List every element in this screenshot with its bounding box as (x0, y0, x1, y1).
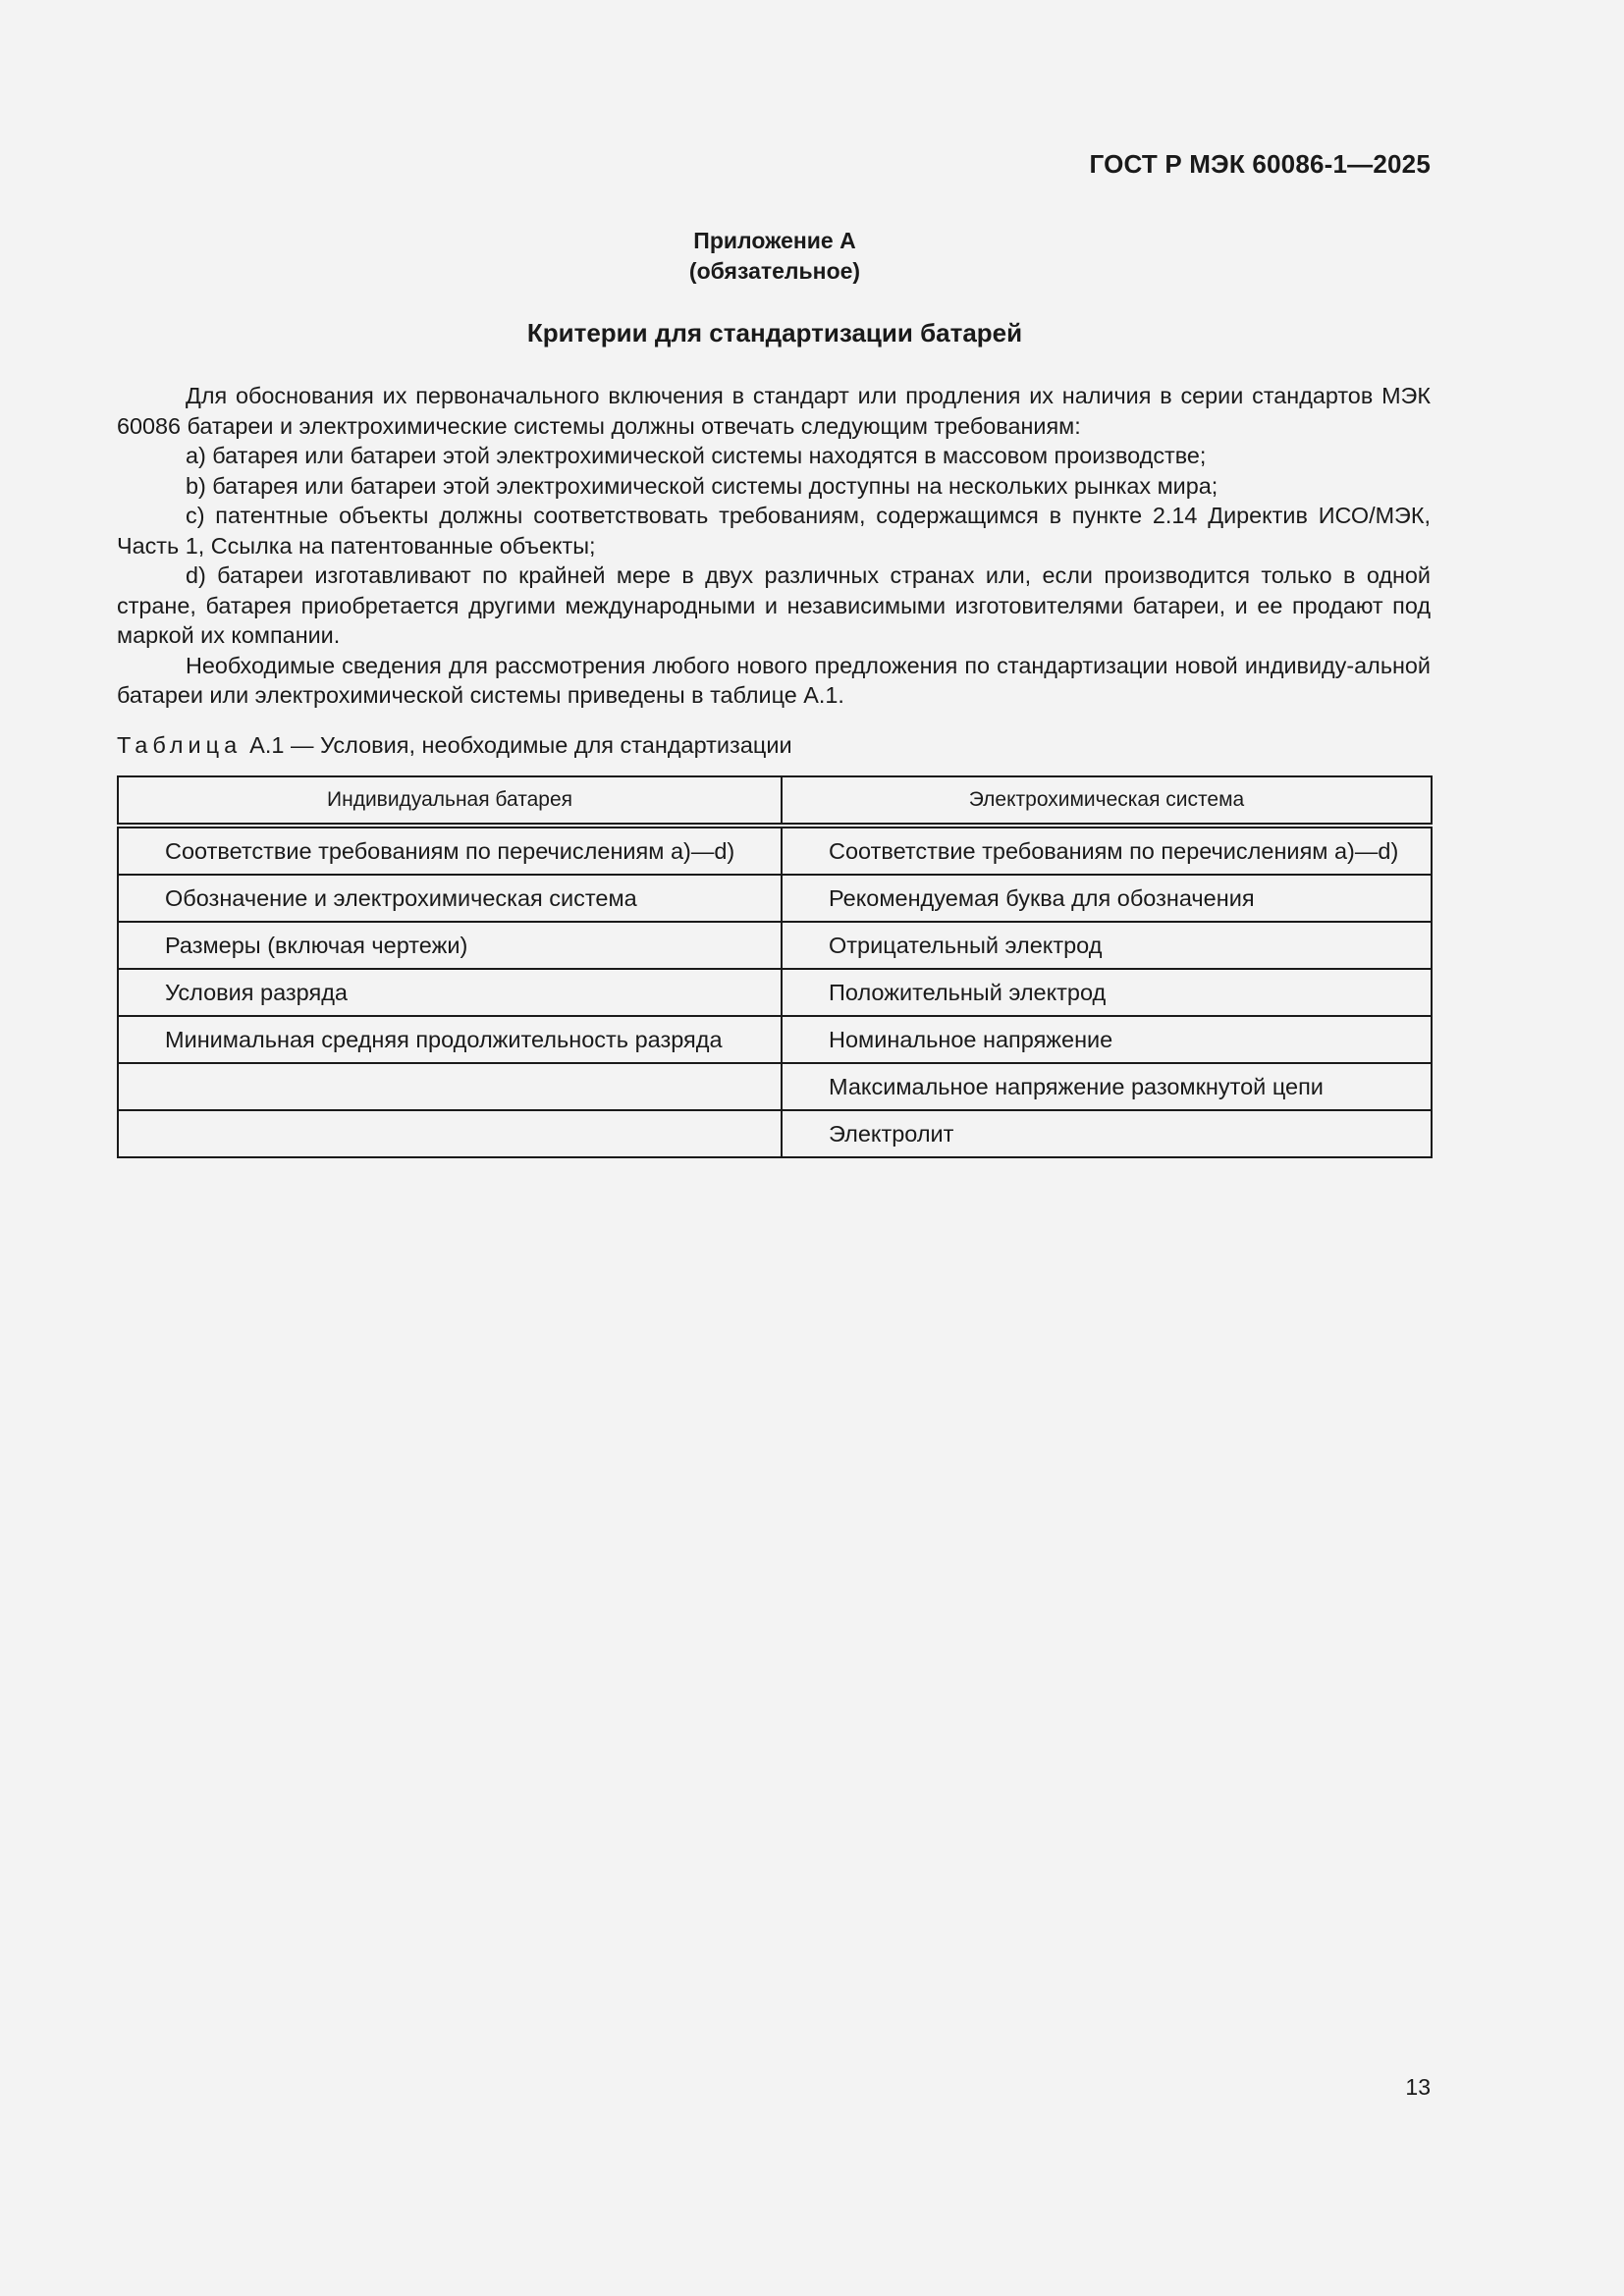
table-header-cell: Электрохимическая система (782, 776, 1432, 826)
table-cell: Положительный электрод (782, 969, 1432, 1016)
paragraph-table-reference: Необходимые сведения для рассмотрения любого нового предложения по стандартизации новой индивиду-альной батареи или электрохимической системы приведены в таблице А.1. (117, 652, 1431, 708)
page-number: 13 (1405, 2074, 1431, 2100)
table-row (118, 969, 1432, 1016)
table-header-row (118, 776, 1432, 826)
standardization-table (117, 775, 1433, 1158)
section-title: Критерии для стандартизации батарей (526, 318, 1023, 347)
table-row (118, 1016, 1432, 1063)
table-cell: Обозначение и электрохимическая система (118, 875, 782, 922)
table-cell: Размеры (включая чертежи) (118, 922, 782, 969)
body-text (117, 381, 1431, 711)
table-cell (118, 1110, 782, 1157)
table-cell: Соответствие требованиям по перечислениям а)—d) (782, 826, 1432, 875)
table-caption (117, 732, 792, 759)
table-cell: Соответствие требованиям по перечислениям а)—d) (118, 826, 782, 875)
table-row (118, 875, 1432, 922)
table-cell: Рекомендуемая буква для обозначения (782, 875, 1432, 922)
table-row (118, 922, 1432, 969)
annex-heading (0, 226, 1549, 287)
list-item-c: c) патентные объекты должны соответствовать требованиям, содержащимся в пункте 2.14 Директив ИСО/МЭК, Часть 1, Ссылка на патентованные объекты; (117, 503, 1431, 559)
annex-title: Приложение А (693, 228, 856, 253)
document-code: ГОСТ Р МЭК 60086-1—2025 (1089, 149, 1431, 179)
table-row (118, 1110, 1432, 1157)
table-cell: Электролит (782, 1110, 1432, 1157)
table-cell: Номинальное напряжение (782, 1016, 1432, 1063)
table-row (118, 1063, 1432, 1110)
table-cell: Отрицательный электрод (782, 922, 1432, 969)
table-cell: Условия разряда (118, 969, 782, 1016)
table-cell (118, 1063, 782, 1110)
paragraph-intro: Для обоснования их первоначального включения в стандарт или продления их наличия в серии стандартов МЭК 60086 батареи и электрохимические системы должны отвечать следующим требованиям: (117, 383, 1431, 439)
table-row (118, 826, 1432, 875)
list-item-a: a) батарея или батареи этой электрохимической системы находятся в массовом производстве; (186, 443, 1207, 468)
annex-status: (обязательное) (688, 258, 861, 284)
table-header-cell: Индивидуальная батарея (118, 776, 782, 826)
table-caption-text: А.1 — Условия, необходимые для стандартизации (249, 732, 792, 758)
list-item-b: b) батарея или батареи этой электрохимической системы доступны на нескольких рынках мира; (186, 472, 1218, 499)
table-caption-label: Таблица (117, 732, 243, 758)
table-cell: Минимальная средняя продолжительность разряда (118, 1016, 782, 1063)
list-item-d: d) батареи изготавливают по крайней мере в двух различных странах или, если производится только в одной стране, батарея приобретается другими международными и независимыми изготовителями батареи, и ее продают под маркой их компании. (117, 562, 1431, 648)
table-cell: Максимальное напряжение разомкнутой цепи (782, 1063, 1432, 1110)
